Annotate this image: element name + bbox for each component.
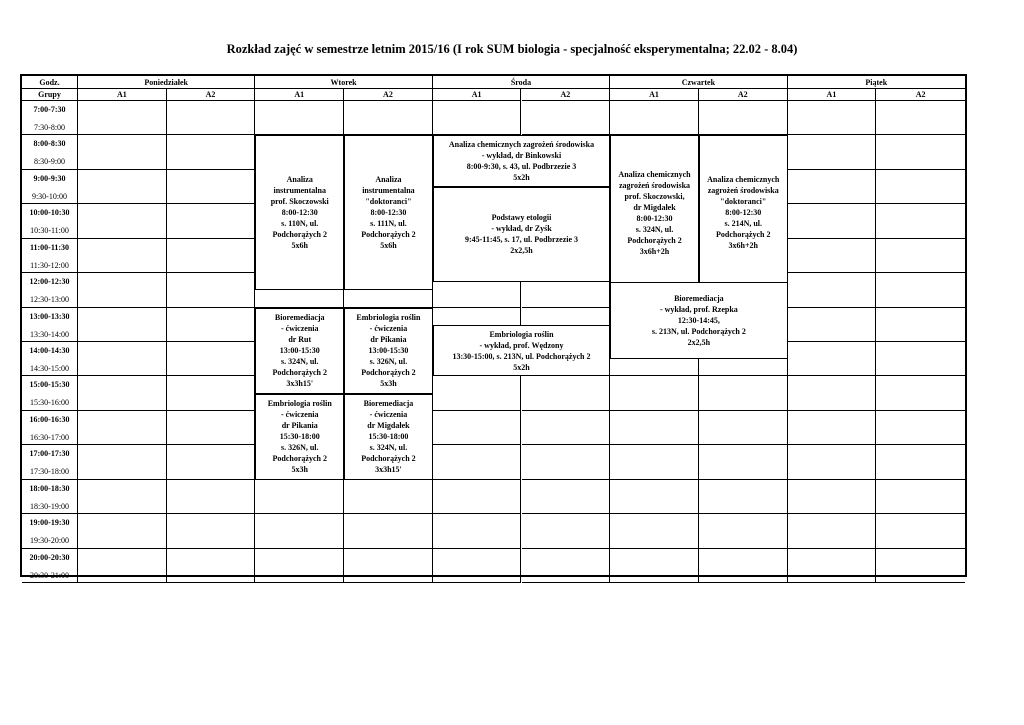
time-label-half: 17:30-18:00: [29, 467, 70, 477]
grid-cell: [167, 376, 256, 410]
grid-cell: [610, 445, 699, 479]
time-cell: [22, 204, 78, 238]
time-cell: [22, 376, 78, 410]
grid-cell: [167, 170, 256, 204]
page-title: Rozkład zajęć w semestrze letnim 2015/16 (I rok SUM biologia - specjalność eksperymentalna; 22.02 - 8.04): [226, 42, 798, 56]
header-day: Wtorek: [255, 76, 432, 89]
class-event-text: Podstawy etologii - wykład, dr Zyśk 9:45-11:45, s. 17, ul. Podbrzezie 3 2x2,5h: [464, 213, 579, 256]
time-cell: [22, 514, 78, 548]
grid-cell: [788, 239, 877, 273]
time-label: 16:00-16:30: [29, 414, 70, 424]
header-godz: Godz.: [22, 76, 78, 89]
grid-cell: [167, 101, 256, 135]
time-cell: [22, 342, 78, 376]
grid-cell: [876, 480, 965, 514]
class-event: [433, 187, 610, 282]
grid-cell: [522, 411, 611, 445]
time-label: 14:00-14:30: [29, 346, 70, 355]
header-day: Poniedziałek: [78, 76, 255, 89]
class-event: [699, 135, 788, 290]
grid-cell: [167, 514, 256, 548]
class-event-text: Analiza instrumentalna "doktoranci" 8:00-12:30 s. 111N, ul. Podchorążych 2 5x6h: [361, 175, 416, 251]
grid-cell: [167, 308, 256, 342]
grid-cell: [167, 342, 256, 376]
grid-cell: [610, 480, 699, 514]
time-label-half: 9:30-10:00: [31, 191, 68, 201]
grid-cell: [522, 376, 611, 410]
time-label-half: 8:30-9:00: [33, 157, 66, 167]
grid-cell: [78, 273, 167, 307]
time-label-half: 16:30-17:00: [29, 432, 70, 442]
time-label-half: 15:30-16:00: [29, 398, 70, 408]
header-group: A2: [344, 89, 433, 101]
grid-cell: [788, 101, 877, 135]
class-event: [344, 308, 433, 394]
grid-cell: [522, 480, 611, 514]
grid-cell: [78, 514, 167, 548]
grid-cell: [433, 480, 522, 514]
grid-cell: [876, 445, 965, 479]
grid-cell: [699, 549, 788, 583]
grid-cell: [78, 376, 167, 410]
time-label-half: 20:30-21:00: [29, 570, 70, 580]
grid-cell: [344, 549, 433, 583]
class-event-text: Bioremediacja - wykład, prof. Rzepka 12:30-14:45, s. 213N, ul. Podchorążych 2 2x2,5h: [651, 293, 746, 347]
time-label: 11:00-11:30: [29, 242, 70, 252]
grid-cell: [167, 411, 256, 445]
time-label-half: 18:30-19:00: [29, 501, 70, 511]
grid-cell: [78, 170, 167, 204]
header-group: A1: [78, 89, 167, 101]
time-cell: [22, 170, 78, 204]
grid-cell: [78, 549, 167, 583]
class-event: [610, 135, 699, 290]
grid-cell: [78, 411, 167, 445]
grid-cell: [788, 308, 877, 342]
class-event-text: Embriologia roślin - wykład, prof. Wędzony 13:30-15:00, s. 213N, ul. Podchorążych 2 5x2h: [452, 329, 591, 372]
time-label: 7:00-7:30: [33, 105, 66, 114]
grid-cell: [167, 204, 256, 238]
grid-cell: [788, 273, 877, 307]
class-event-text: Bioremediacja - ćwiczenia dr Migdałek 15:30-18:00 s. 324N, ul. Podchorążych 2 3x3h15': [361, 399, 416, 475]
grid-cell: [699, 514, 788, 548]
header-group: A1: [433, 89, 522, 101]
grid-cell: [167, 549, 256, 583]
grid-cell: [699, 480, 788, 514]
time-label-half: 13:30-14:00: [29, 329, 70, 339]
class-event-text: Analiza chemicznych zagrożeń środowiska "doktoranci" 8:00-12:30 s. 214N, ul. Podchorążych 2 3x6h+2h: [707, 175, 780, 251]
grid-cell: [167, 135, 256, 169]
class-event: [255, 394, 344, 480]
grid-cell: [433, 549, 522, 583]
grid-cell: [255, 480, 344, 514]
grid-cell: [788, 204, 877, 238]
grid-cell: [788, 376, 877, 410]
time-label: 13:00-13:30: [29, 311, 70, 321]
class-event-text: Bioremediacja - ćwiczenia dr Rut 13:00-15:30 s. 324N, ul. Podchorążych 2 3x3h15': [272, 313, 327, 389]
time-cell: [22, 273, 78, 307]
grid-cell: [876, 170, 965, 204]
time-label-half: 14:30-15:00: [29, 364, 70, 373]
grid-cell: [522, 101, 611, 135]
header-group: A1: [788, 89, 877, 101]
time-cell: [22, 308, 78, 342]
grid-cell: [699, 411, 788, 445]
grid-cell: [876, 514, 965, 548]
time-label: 9:00-9:30: [33, 173, 66, 183]
time-cell: [22, 549, 78, 583]
class-event: [610, 282, 787, 359]
time-label: 17:00-17:30: [29, 449, 70, 459]
time-label: 19:00-19:30: [29, 518, 70, 528]
grid-cell: [78, 101, 167, 135]
grid-cell: [78, 342, 167, 376]
class-event: [344, 394, 433, 480]
grid-cell: [522, 445, 611, 479]
grid-cell: [788, 549, 877, 583]
time-label-half: 12:30-13:00: [29, 295, 70, 305]
grid-cell: [788, 445, 877, 479]
time-label: 15:00-15:30: [29, 380, 70, 390]
grid-cell: [167, 273, 256, 307]
grid-cell: [788, 135, 877, 169]
grid-cell: [876, 308, 965, 342]
grid-cell: [78, 135, 167, 169]
time-label-half: 7:30-8:00: [33, 123, 66, 132]
grid-cell: [433, 411, 522, 445]
grid-cell: [876, 411, 965, 445]
header-group: A2: [699, 89, 788, 101]
time-label: 10:00-10:30: [29, 208, 70, 218]
class-event-text: Embriologia roślin - ćwiczenia dr Pikania 13:00-15:30 s. 326N, ul. Podchorążych 2 5x3h: [356, 313, 421, 389]
grid-cell: [433, 376, 522, 410]
grid-cell: [433, 445, 522, 479]
class-event-text: Embriologia roślin - ćwiczenia dr Pikania 15:30-18:00 s. 326N, ul. Podchorążych 2 5x3h: [267, 399, 332, 475]
grid-cell: [699, 101, 788, 135]
class-event: [255, 135, 344, 290]
grid-cell: [610, 101, 699, 135]
grid-cell: [255, 549, 344, 583]
grid-cell: [788, 411, 877, 445]
time-label-half: 11:30-12:00: [30, 260, 69, 270]
grid-cell: [167, 239, 256, 273]
header-group: A2: [876, 89, 965, 101]
time-label: 20:00-20:30: [29, 552, 70, 562]
time-cell: [22, 135, 78, 169]
grid-cell: [876, 239, 965, 273]
time-label: 12:00-12:30: [29, 277, 70, 287]
header-group: A1: [255, 89, 344, 101]
grid-cell: [433, 514, 522, 548]
class-event: [433, 325, 610, 377]
grid-cell: [344, 514, 433, 548]
grid-cell: [699, 445, 788, 479]
grid-cell: [78, 204, 167, 238]
time-label-half: 10:30-11:00: [30, 226, 69, 236]
grid-cell: [78, 308, 167, 342]
grid-cell: [876, 273, 965, 307]
grid-cell: [78, 480, 167, 514]
grid-cell: [876, 549, 965, 583]
grid-cell: [788, 342, 877, 376]
grid-cell: [255, 101, 344, 135]
time-cell: [22, 411, 78, 445]
time-cell: [22, 101, 78, 135]
grid-cell: [522, 514, 611, 548]
class-event: [344, 135, 433, 290]
time-cell: [22, 480, 78, 514]
header-day: Środa: [433, 76, 610, 89]
header-day: Piątek: [788, 76, 965, 89]
grid-cell: [610, 411, 699, 445]
class-event-text: Analiza chemicznych zagrożeń środowiska prof. Skoczowski, dr Migdałek 8:00-12:30 s. 324N, ul. Podchorążych 2 3x6h+2h: [618, 169, 691, 256]
grid-cell: [699, 376, 788, 410]
grid-cell: [610, 514, 699, 548]
grid-cell: [788, 170, 877, 204]
header-grupy: Grupy: [22, 89, 78, 101]
grid-cell: [876, 342, 965, 376]
grid-cell: [344, 480, 433, 514]
header-group: A2: [522, 89, 611, 101]
time-label: 18:00-18:30: [29, 483, 70, 493]
grid-cell: [255, 514, 344, 548]
grid-cell: [788, 514, 877, 548]
schedule-table: [20, 74, 967, 580]
grid-cell: [876, 376, 965, 410]
class-event-text: Analiza instrumentalna prof. Skoczowski 8:00-12:30 s. 110N, ul. Podchorążych 2 5x6h: [270, 175, 329, 251]
time-label: 8:00-8:30: [33, 139, 66, 149]
time-cell: [22, 445, 78, 479]
grid-cell: [78, 239, 167, 273]
grid-cell: [876, 101, 965, 135]
time-label-half: 19:30-20:00: [29, 536, 70, 546]
grid-cell: [876, 204, 965, 238]
time-cell: [22, 239, 78, 273]
header-group: A1: [610, 89, 699, 101]
grid-cell: [610, 549, 699, 583]
grid-cell: [610, 376, 699, 410]
grid-cell: [78, 445, 167, 479]
header-day: Czwartek: [610, 76, 787, 89]
grid-cell: [876, 135, 965, 169]
header-group: A2: [167, 89, 256, 101]
grid-cell: [788, 480, 877, 514]
class-event: [255, 308, 344, 394]
grid-cell: [167, 480, 256, 514]
grid-cell: [167, 445, 256, 479]
grid-cell: [344, 101, 433, 135]
class-event: [433, 135, 610, 187]
class-event-text: Analiza chemicznych zagrożeń środowiska - wykład, dr Binkowski 8:00-9:30, s. 43, ul. Podbrzezie 3 5x2h: [448, 140, 595, 183]
grid-cell: [522, 549, 611, 583]
grid-cell: [433, 101, 522, 135]
